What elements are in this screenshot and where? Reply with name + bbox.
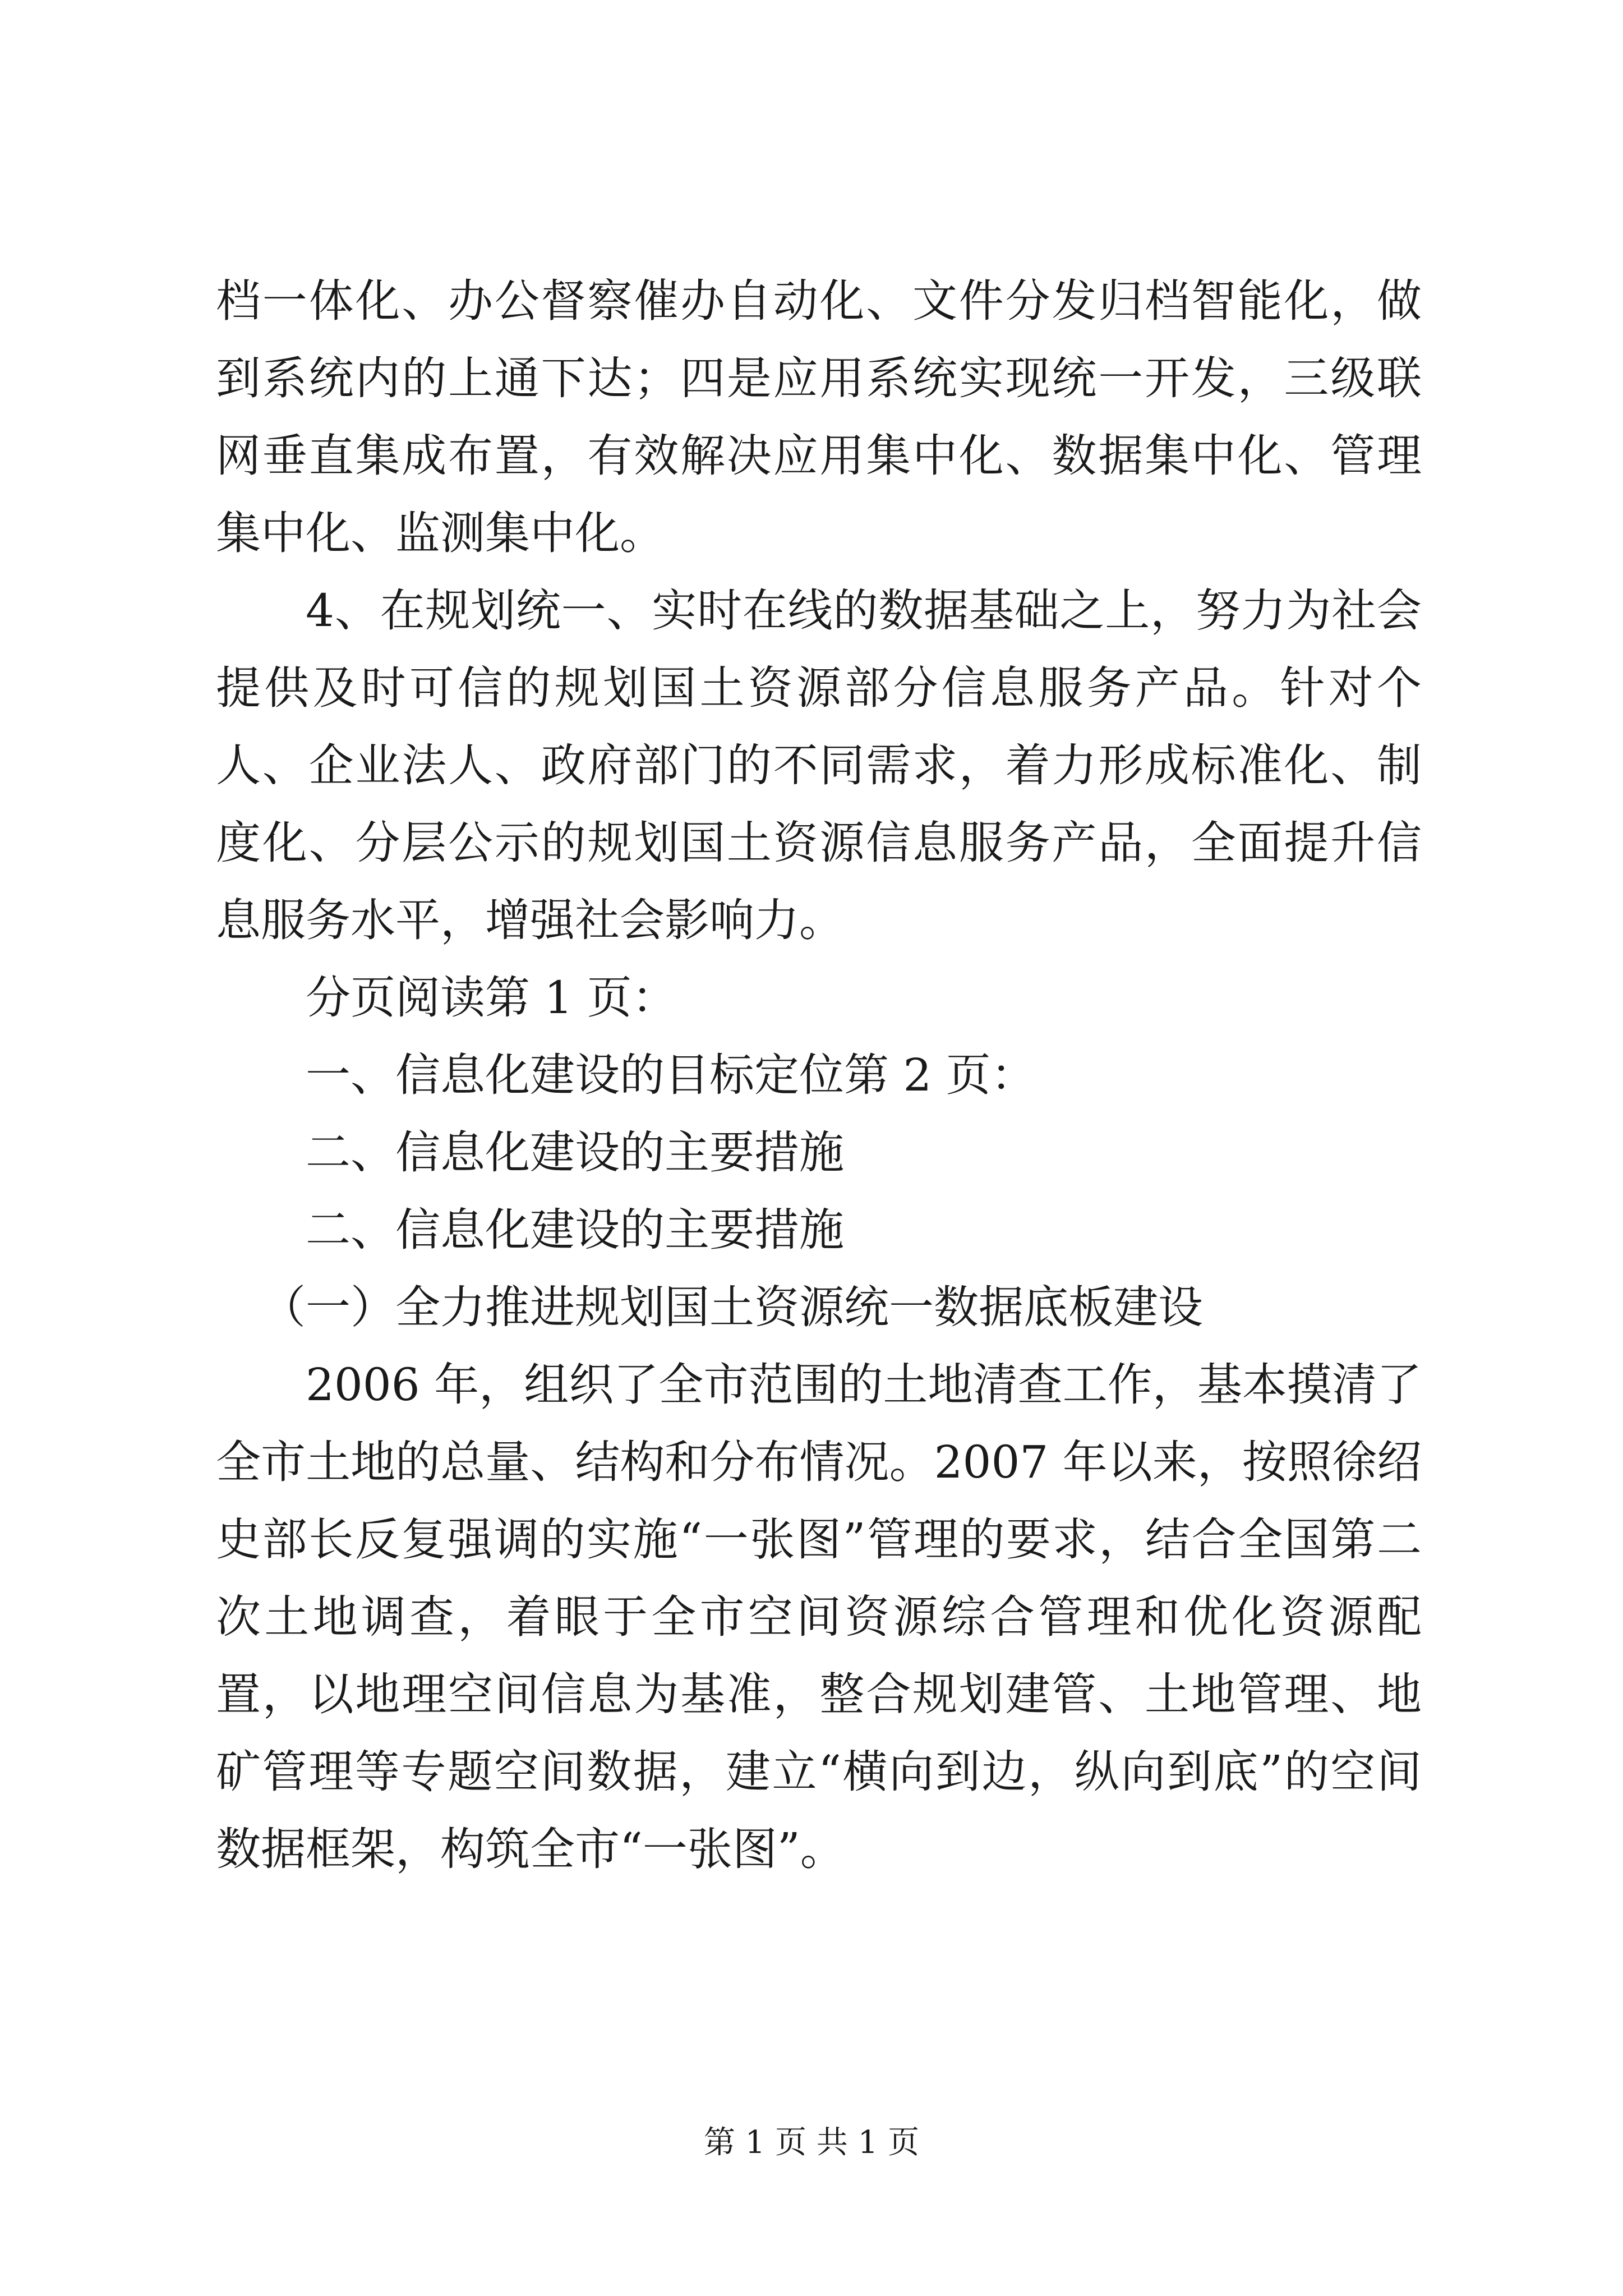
- pagination-note-page-2: 一、信息化建设的目标定位第 2 页：: [306, 1049, 1036, 1101]
- section-heading-measures-repeat: 二、信息化建设的主要措施: [306, 1204, 844, 1256]
- paragraph-item-4: 4、在规划统一、实时在线的数据基础之上，努力为社会提供及时可信的规划国土资源部分信息服务产品。针对个人、企业法人、政府部门的不同需求，着力形成标准化、制度化、分层公示的规划国土资源信息服务产品，全面提升信息服务水平，增强社会影响力。: [216, 585, 1422, 946]
- pagination-note-page-1: 分页阅读第 1 页：: [306, 972, 677, 1024]
- subsection-heading-1: （一）全力推进规划国土资源统一数据底板建设: [261, 1281, 1203, 1333]
- page-footer: 第 1 页 共 1 页: [703, 2124, 920, 2161]
- document-body: [216, 263, 1422, 1888]
- section-heading-measures: 二、信息化建设的主要措施: [306, 1126, 844, 1179]
- paragraph-body-2006: 2006 年，组织了全市范围的土地清查工作，基本摸清了全市土地的总量、结构和分布情况。2007 年以来，按照徐绍史部长反复强调的实施“一张图”管理的要求，结合全国第二次土地调查，着眼于全市空间资源综合管理和优化资源配置，以地理空间信息为基准，整合规划建管、土地管理、地矿管理等专题空间数据，建立“横向到边，纵向到底”的空间数据框架，构筑全市“一张图”。: [216, 1359, 1422, 1875]
- paragraph-continuation: 档一体化、办公督察催办自动化、文件分发归档智能化，做到系统内的上通下达；四是应用系统实现统一开发，三级联网垂直集成布置，有效解决应用集中化、数据集中化、管理集中化、监测集中化。: [216, 275, 1422, 559]
